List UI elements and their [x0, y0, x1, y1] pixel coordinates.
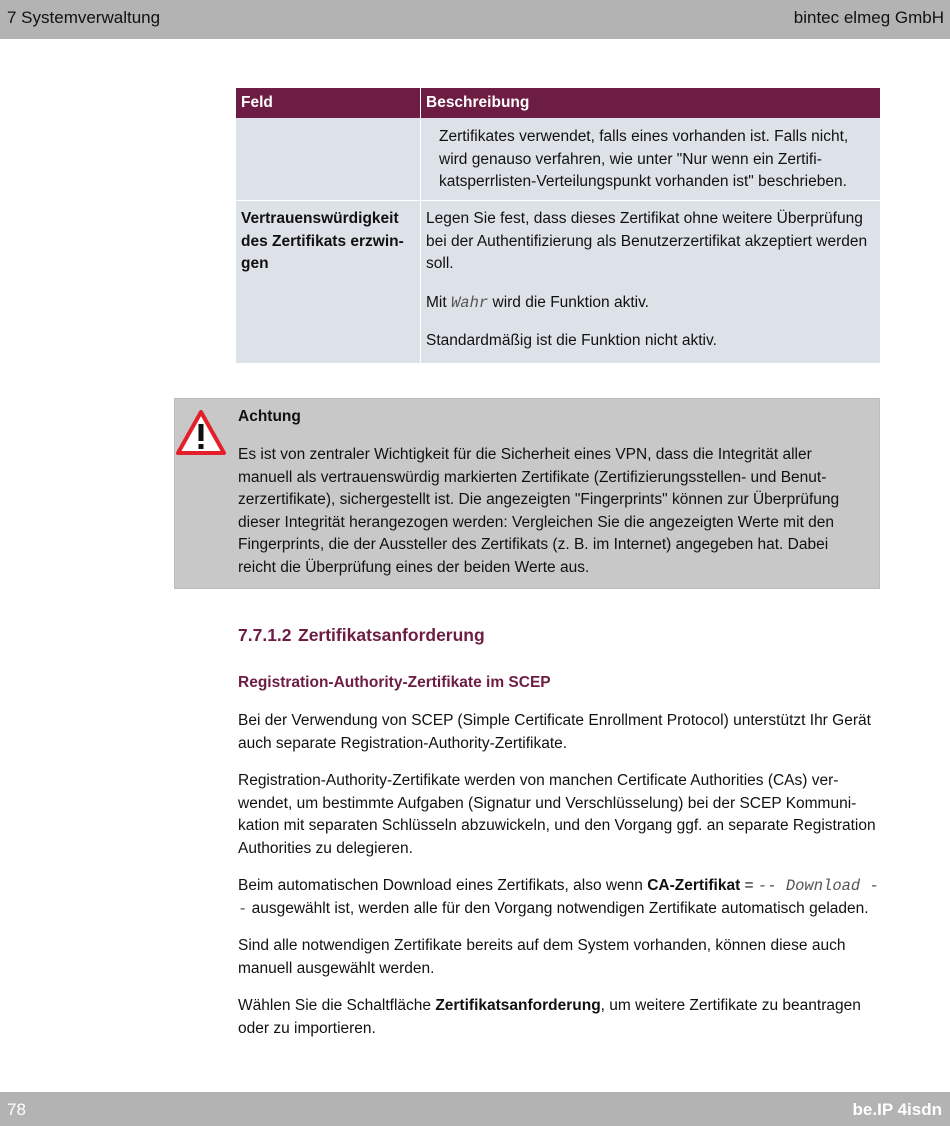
- body-text: [238, 710, 880, 1055]
- body-paragraph: Wählen Sie die Schaltfläche Zertifikatsanforderung, um weitere Zertifikate zu beantragen oder zu importieren.: [238, 997, 861, 1037]
- body-paragraph: Registration-Authority-Zertifikate werden von manchen Certificate Authorities (CAs) verwendet, um bestimmte Aufgaben (Signatur und Verschlüsselung) bei der SCEP Kommunikation mit separaten Schlüsseln abzuwickeln, und den Vorgang ggf. an separate Registration Authorities zu delegieren.: [238, 772, 876, 857]
- table-header-row: [236, 88, 880, 118]
- button-name: Zertifikatsanforderung: [435, 997, 601, 1014]
- field-name: CA-Zertifikat: [647, 877, 741, 894]
- value-code: Wahr: [450, 293, 489, 312]
- page-header: [0, 0, 950, 39]
- warning-title: Achtung: [238, 408, 301, 425]
- page-number: 78: [7, 1100, 26, 1119]
- description-paragraph: Mit Wahr wird die Funktion aktiv.: [426, 293, 649, 312]
- body-paragraph: Bei der Verwendung von SCEP (Simple Certificate Enrollment Protocol) unterstützt Ihr Gerät auch separate Registration-Authority-Zertifikate.: [238, 712, 871, 752]
- description-paragraph: Legen Sie fest, dass dieses Zertifikat ohne weitere Überprüfung bei der Authentifizierung als Benutzerzertifikat akzeptiert werden soll.: [426, 210, 868, 272]
- table-row: [236, 201, 880, 364]
- value-code: -- Download --: [238, 877, 879, 918]
- product-name: be.IP 4isdn: [852, 1100, 942, 1119]
- field-cell: Vertrauenswürdigkeit des Zertifikats erzwingen: [236, 201, 421, 364]
- body-paragraph: Beim automatischen Download eines Zertifikats, also wenn CA-Zertifikat = -- Download -- ausgewählt ist, werden alle für den Vorgang notwendigen Zertifikate automatisch geladen.: [238, 877, 879, 918]
- section-number: 7.7.1.2: [238, 625, 292, 645]
- company-name: bintec elmeg GmbH: [793, 8, 944, 27]
- description-cell: [421, 201, 881, 364]
- table-row: [236, 118, 880, 201]
- field-cell: [236, 118, 421, 201]
- column-header-description: Beschreibung: [421, 88, 881, 118]
- field-description-table: [236, 88, 880, 363]
- subsection-heading: Registration-Authority-Zertifikate im SCEP: [238, 674, 551, 691]
- description-cell: Zertifikates verwendet, falls eines vorhanden ist. Falls nicht, wird genauso verfahren, wie unter "Nur wenn ein Zertifikatsperrlisten-Verteilungspunkt vorhanden ist" beschrieben.: [421, 118, 881, 201]
- warning-triangle-icon: [175, 409, 227, 457]
- page-footer: [0, 1092, 950, 1126]
- warning-box: [174, 398, 880, 589]
- body-paragraph: Sind alle notwendigen Zertifikate bereits auf dem System vorhanden, können diese auch manuell ausgewählt werden.: [238, 937, 846, 977]
- chapter-title: 7 Systemverwaltung: [7, 8, 161, 27]
- description-paragraph: Standardmäßig ist die Funktion nicht aktiv.: [426, 332, 717, 349]
- column-header-field: Feld: [236, 88, 421, 118]
- section-heading: [238, 625, 485, 646]
- warning-text: Es ist von zentraler Wichtigkeit für die Sicherheit eines VPN, dass die Integrität aller manuell als vertrauenswürdig markierten Zertifikate (Zertifizierungsstellen- und Benutzerzertifikate), sichergestellt ist. Die angezeigten "Fingerprints" können zur Überprüfung dieser Integrität herangezogen werden: Vergleichen Sie die angezeigten Werte mit den Fingerprints, die der Aussteller des Zertifikats (z. B. im Internet) angegeben hat. Dabei reicht die Überprüfung eines der beiden Werte aus.: [238, 446, 840, 576]
- section-title: Zertifikatsanforderung: [298, 625, 485, 645]
